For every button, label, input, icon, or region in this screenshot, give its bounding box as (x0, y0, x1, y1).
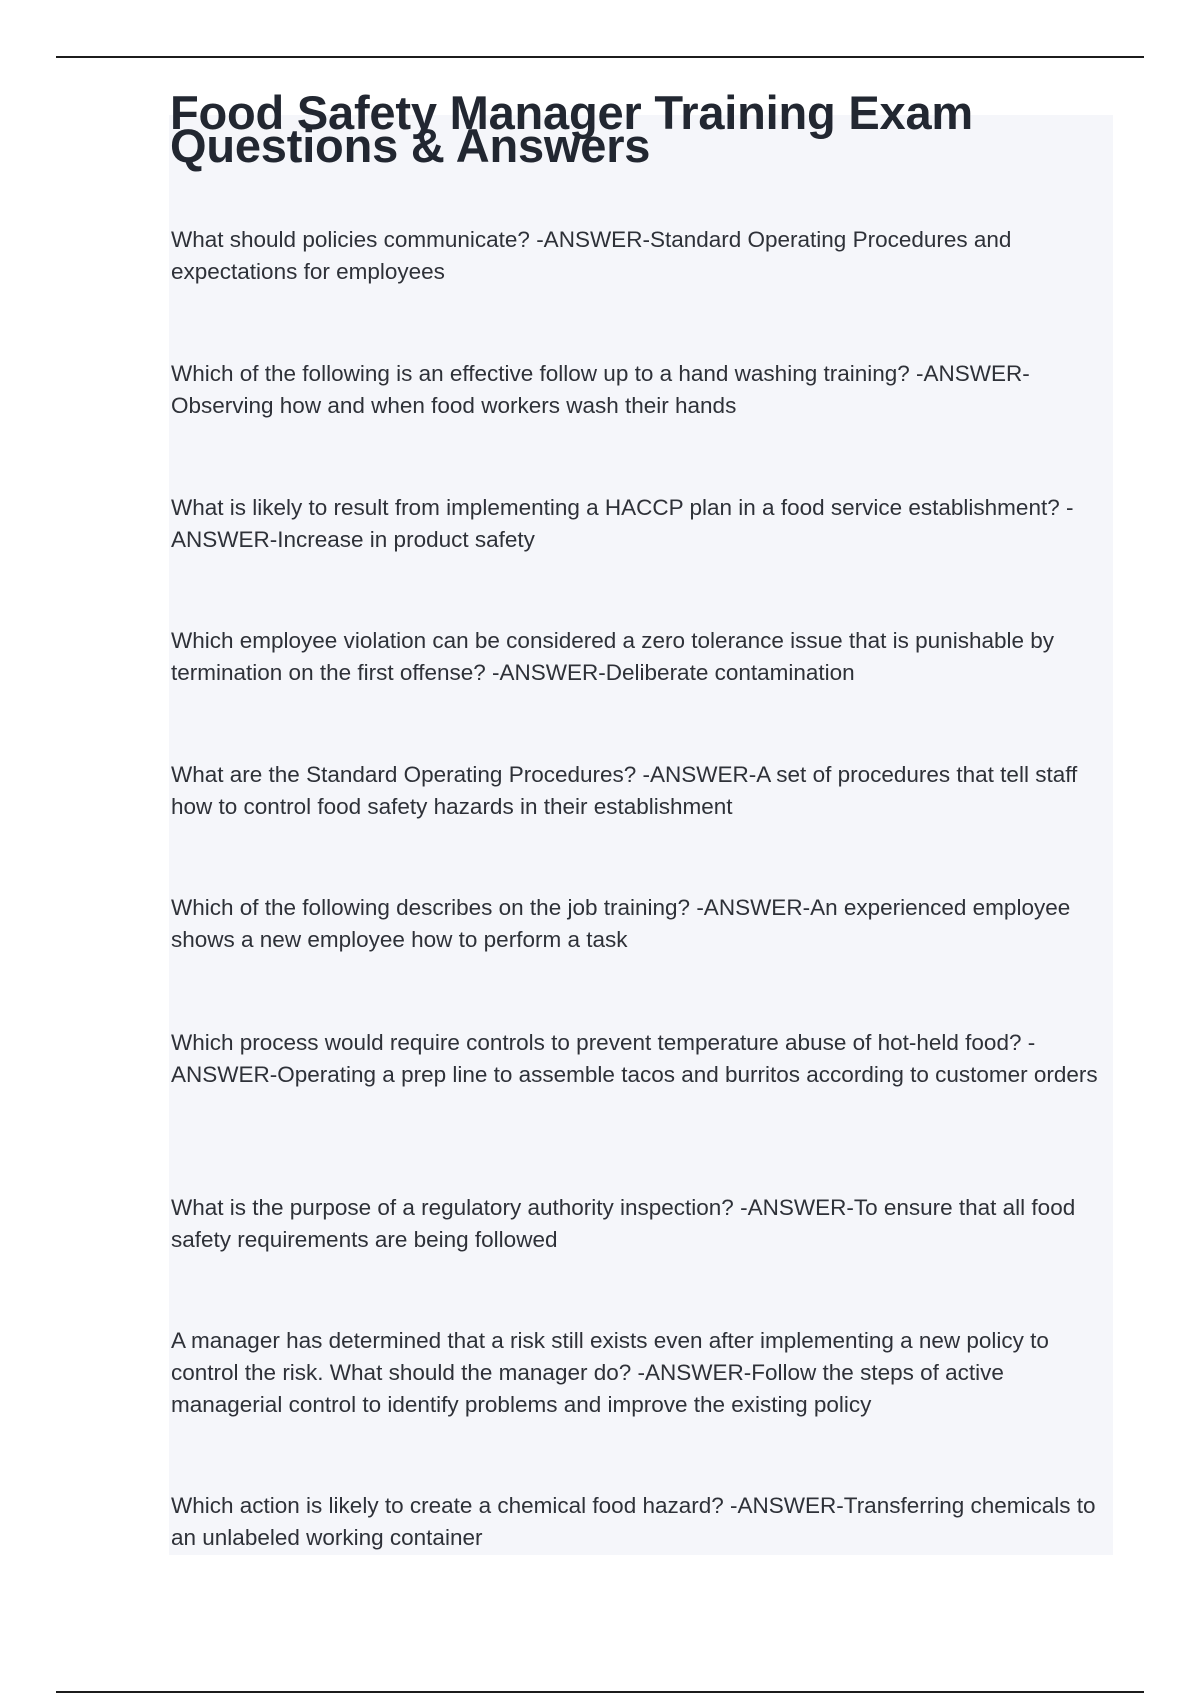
qa-item (171, 224, 1111, 288)
question-text: What should policies communicate? (171, 227, 530, 252)
question-text: Which of the following describes on the job training? (171, 895, 691, 920)
qa-item (171, 892, 1111, 956)
qa-item (171, 358, 1111, 422)
qa-item (171, 492, 1111, 556)
answer-text: Deliberate contamination (605, 660, 855, 685)
answer-separator: -ANSWER- (733, 1195, 854, 1220)
qa-item (171, 759, 1111, 823)
answer-separator: -ANSWER- (690, 895, 811, 920)
answer-text: Increase in product safety (277, 527, 535, 552)
question-text: What are the Standard Operating Procedures? (171, 762, 637, 787)
qa-item (171, 1192, 1111, 1256)
document-title: Food Safety Manager Training Exam Questions & Answers (170, 86, 974, 172)
qa-item (171, 1490, 1111, 1554)
answer-text: To ensure that all food safety requirements are being followed (171, 1195, 1076, 1252)
qa-item (171, 1325, 1111, 1421)
question-text: What is the purpose of a regulatory authority inspection? (171, 1195, 734, 1220)
question-text: What is likely to result from implementing a HACCP plan in a food service establishment? (171, 495, 1060, 520)
answer-separator: -ANSWER- (631, 1360, 752, 1385)
answer-text: Standard Operating Procedures and expectations for employees (171, 227, 1012, 284)
answer-text: An experienced employee shows a new employee how to perform a task (171, 895, 1071, 952)
answer-separator: -ANSWER- (636, 762, 757, 787)
answer-separator: -ANSWER- (171, 495, 1074, 552)
qa-item (171, 1027, 1111, 1091)
answer-text: Follow the steps of active managerial control to identify problems and improve the existing policy (171, 1360, 1004, 1417)
question-text: Which process would require controls to prevent temperature abuse of hot-held food? (171, 1030, 1022, 1055)
question-text: Which of the following is an effective follow up to a hand washing training? (171, 361, 910, 386)
answer-text: Observing how and when food workers wash their hands (171, 393, 737, 418)
answer-separator: -ANSWER- (909, 361, 1030, 386)
answer-text: A set of procedures that tell staff how to control food safety hazards in their establishment (171, 762, 1078, 819)
answer-text: Transferring chemicals to an unlabeled working container (171, 1493, 1096, 1550)
top-rule (56, 56, 1144, 58)
question-text: Which employee violation can be considered a zero tolerance issue that is punishable by termination on the first offense? (171, 628, 1055, 685)
answer-text: Operating a prep line to assemble tacos and burritos according to customer orders (277, 1062, 1098, 1087)
answer-separator: -ANSWER- (723, 1493, 844, 1518)
answer-separator: -ANSWER- (171, 1030, 1036, 1087)
question-text: A manager has determined that a risk still exists even after implementing a new policy to control the risk. What should the manager do? (171, 1328, 1049, 1385)
qa-item (171, 625, 1111, 689)
answer-separator: -ANSWER- (485, 660, 606, 685)
answer-separator: -ANSWER- (529, 227, 650, 252)
bottom-rule (56, 1691, 1144, 1693)
question-text: Which action is likely to create a chemical food hazard? (171, 1493, 724, 1518)
